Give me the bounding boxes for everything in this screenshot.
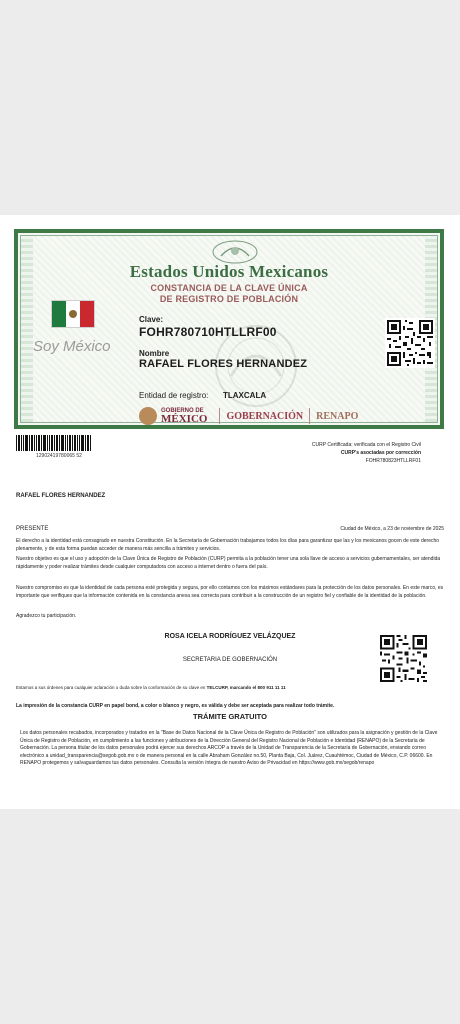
renapo-logo: RENAPO [316,410,359,422]
curp-value: FOHR780710HTLLRF00 [139,325,277,339]
qr-code-icon [385,318,435,368]
curp-certificate-card [14,229,444,429]
government-logos [139,404,358,428]
letter-date: Ciudad de México, a 23 de noviembre de 2025 [340,526,444,532]
nombre-value: RAFAEL FLORES HERNANDEZ [139,358,308,370]
telcurp-notice: Estamos a sus órdenes para cualquier aclaración o duda sobre la conformación de su clave en TELCURP, marcando el 800 911 11 11 [16,685,286,690]
tramite-gratuito-heading: TRÁMITE GRATUITO [193,712,267,721]
qr-code-icon [378,633,429,684]
entidad-label: Entidad de registro: [139,391,209,400]
card-title: Estados Unidos Mexicanos [129,262,329,281]
recipient-name: RAFAEL FLORES HERNANDEZ [16,493,106,499]
gobierno-de-mexico-logo: GOBIERNO DE MÉXICO [161,407,208,425]
letter-closing: Agradezco tu participación. [16,613,77,619]
curp-document [0,215,460,809]
national-seal-icon [211,238,259,264]
nombre-label: Nombre [139,349,170,358]
soy-mexico-text: Soy México [33,338,111,355]
barcode-number: 12902419780065 52 [36,453,82,459]
signatory-name: ROSA ICELA RODRÍGUEZ VELÁZQUEZ [164,633,296,640]
entidad-value: TLAXCALA [223,391,267,400]
privacy-notice: Los datos personales recabados, incorporados y tratados en la "Base de Datos Nacional de la Clave Única de Registro de Población" son utilizados para la asignación y gestión de la Clave Única de Registro de Población, en cumplimiento a las funciones y atribuciones de la Dirección General del Registro Nacional de Población e Identidad (RENAPO) de la Secretaría de Gobernación. La persona titular de los datos personales podrá ejercer sus derechos ARCOP a través de la Unidad de Transparencia de la Secretaría de Gobernación, enviando correo electrónico a unidad_transparencia@segob.gob.mx o de manera personal en la calle Abraham González no.50, Planta Baja, Col. Juárez, Cuauhtémoc, Ciudad de México, C.P. 06600. En RENAPO protegemos y salvaguardamos tus datos personales. Consulta la versión íntegra de nuestro Aviso de Privacidad en https://www.gob.mx/segob/renapo [20,730,438,767]
gobernacion-logo: GOBERNACIÓN [226,410,304,422]
mexico-flag-icon [51,300,95,328]
certification-info: CURP Certificada: verificada con el Registro Civil CURP's asociadas por corrección FOHR780823HTLLRF01 [311,442,421,464]
signatory-title: SECRETARIA DE GOBERNACIÓN [182,657,278,663]
gobierno-emblem-icon [139,407,157,425]
presente-label: PRESENTE [16,526,49,532]
letter-paragraph: Nuestro objetivo es que el uso y adopción de la Clave Única de Registro de Población (CURP) permita a la población tener una sola llave de acceso a servicios gubernamentales, ser atendida rápidamente y poder realizar trámites desde cualquier computadora con acceso a internet dentro o fuera del país. [16,556,441,570]
clave-label: Clave: [139,315,164,324]
impresion-notice: La impresión de la constancia CURP en papel bond, a color o blanco y negro, es válida y debe ser aceptada para realizar todo trámite. [16,703,335,709]
card-subtitle-line1: CONSTANCIA DE LA CLAVE ÚNICA [150,283,308,293]
letter-paragraph: El derecho a la identidad está consagrado en nuestra Constitución. En la Secretaría de Gobernación trabajamos todos los días para garantizar que las y los mexicanos gocen de este derecho plenamente, y de esta forma puedan acceder de manera más sencilla a trámites y servicios. [16,538,440,552]
card-subtitle-line2: DE REGISTRO DE POBLACIÓN [159,294,299,304]
barcode-icon [16,435,91,451]
letter-paragraph: Nuestro compromiso es que la identidad de cada persona esté protegida y segura, por ello contamos con los máximos estándares para la protección de los datos personales. En este marco, es importante que verifiques que la información contenida en la constancia anexa sea correcta para contribuir a la construcción de un registro fiel y confiable de la identidad de la población. [16,585,444,599]
